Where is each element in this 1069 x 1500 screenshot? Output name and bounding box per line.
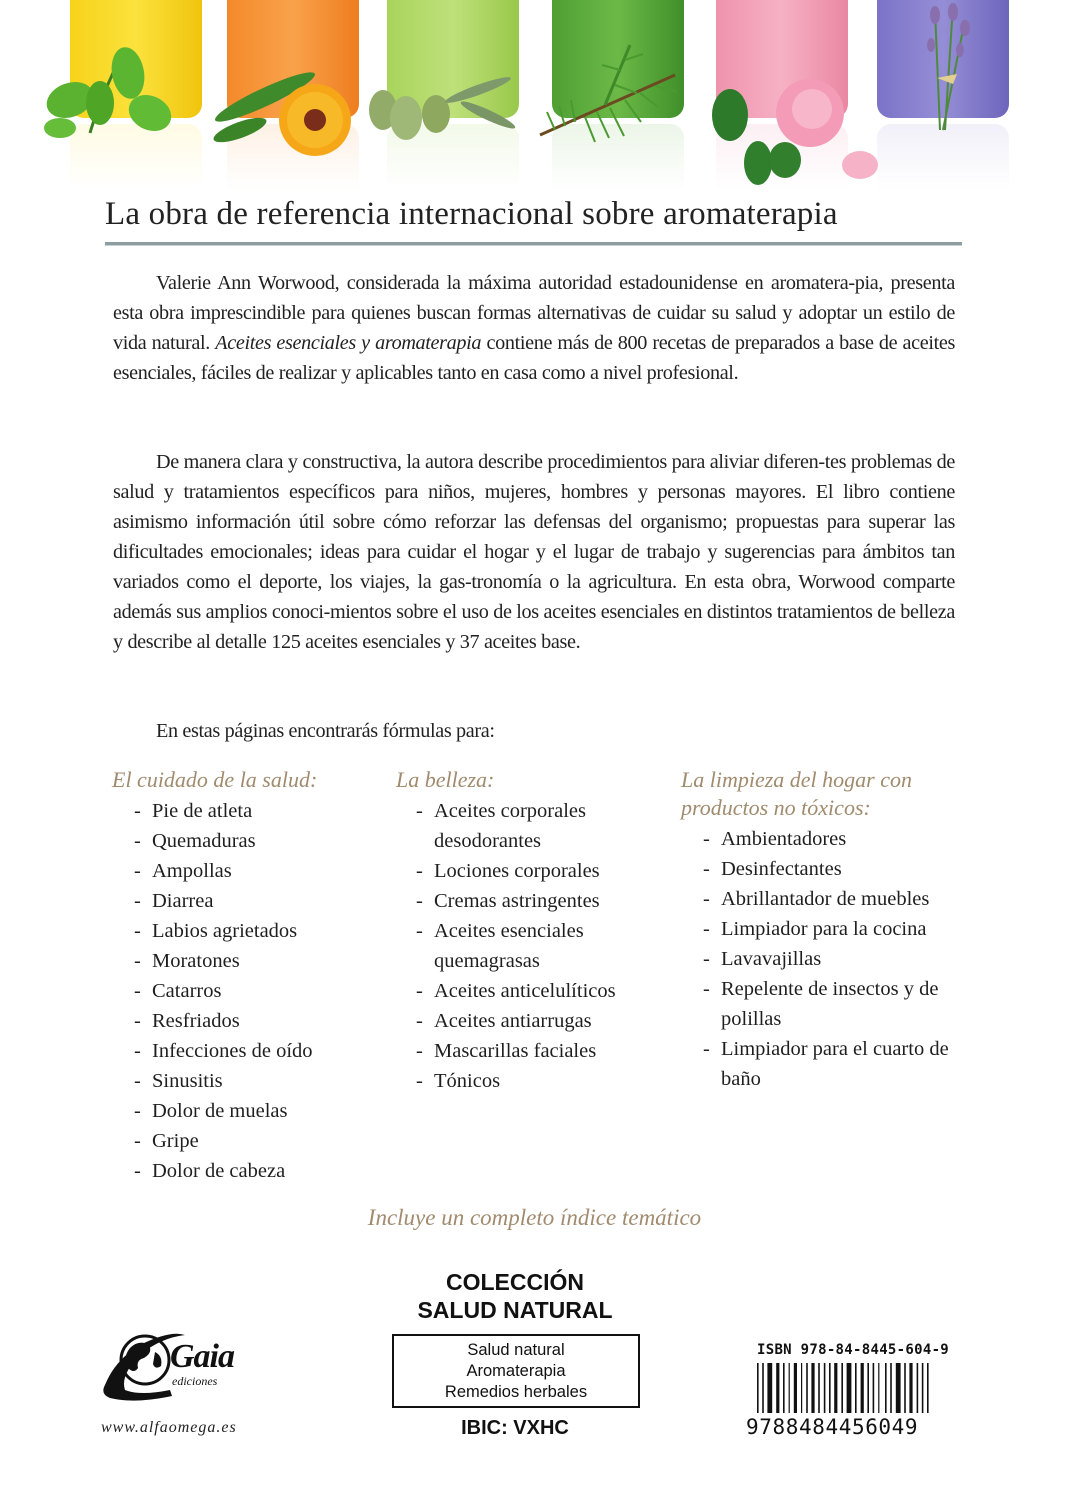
list-bullet: - — [134, 890, 141, 912]
list-item-text: Sinusitis — [152, 1070, 223, 1092]
column-title: La limpieza del hogar con productos no tóxicos: — [681, 767, 912, 820]
publisher-sub: ediciones — [172, 1374, 218, 1388]
list-item — [416, 916, 666, 976]
list-item — [134, 1006, 382, 1036]
list-bullet: - — [134, 1100, 141, 1122]
list-bullet: - — [416, 1070, 423, 1092]
list-bullet: - — [416, 920, 423, 942]
barcode-bar — [767, 1363, 772, 1413]
list-bullet: - — [416, 1010, 423, 1032]
rose-flower-icon — [700, 75, 880, 190]
list-item — [134, 886, 382, 916]
list-item-text: Aceites antiarrugas — [434, 1010, 592, 1032]
list-bullet: - — [134, 980, 141, 1002]
publisher-logo-wordmark — [170, 1340, 234, 1388]
barcode-bar — [834, 1363, 837, 1413]
list-item — [416, 796, 666, 856]
list-bullet: - — [703, 1038, 710, 1060]
list-bullet: - — [134, 1010, 141, 1032]
list-item-text: Aceites esenciales quemagrasas — [434, 920, 584, 972]
list-item-text: Catarros — [152, 980, 222, 1002]
isbn-label: ISBN 978-84-8445-604-9 — [757, 1342, 950, 1358]
list-bullet: - — [416, 1040, 423, 1062]
lavender-sprigs-icon — [895, 0, 995, 140]
barcode-bar — [801, 1363, 802, 1413]
mint-leaves-icon — [30, 38, 180, 148]
list-bullet: - — [703, 888, 710, 910]
list-item — [134, 1126, 382, 1156]
barcode-bar — [878, 1363, 879, 1413]
list-bullet: - — [134, 920, 141, 942]
list-item — [134, 826, 382, 856]
book-title: Aceites esenciales y aromaterapia — [215, 332, 482, 354]
list-item — [134, 1096, 382, 1126]
category-item: Remedios herbales — [444, 1383, 588, 1401]
list-item — [416, 856, 666, 886]
collection-title-line2: SALUD NATURAL — [417, 1297, 613, 1323]
list-item — [134, 1036, 382, 1066]
barcode-bar — [818, 1363, 820, 1413]
intro-text-2: De manera clara y constructiva, la autora describe procedimientos para aliviar diferen-tes problemas de salud y tratamientos específicos para niños, mujeres, hombres y personas mayores. El libro contiene asimismo información útil sobre cómo reforzar las defensas del organismo; propuestas para superar las dificultades emocionales; ideas para cuidar el hogar y el lugar de trabajo y sugerencias para ámbitos tan variados como el deporte, los viajes, la gas-tronomía o la agricultura. En esta obra, Worwood comparte además sus amplios conoci-mientos sobre el uso de los aceites esenciales en distintos tratamientos de belleza y describe al detalle 125 aceites esenciales y 37 aceites base. — [113, 451, 955, 653]
publisher-name: Gaia — [170, 1338, 234, 1375]
list-item — [134, 946, 382, 976]
list-item-text: Mascarillas faciales — [434, 1040, 597, 1062]
collection-title — [385, 1268, 645, 1324]
list-item-text: Aceites corporales desodorantes — [434, 800, 586, 852]
list-item — [703, 824, 971, 854]
category-item: Salud natural — [467, 1341, 565, 1359]
intro-text-end: contiene más de 800 recetas de preparados a base de aceites esenciales, fáciles de realizar y aplicables tanto en casa como a nivel profesional. — [113, 332, 956, 384]
list-item-text: Cremas astringentes — [434, 890, 600, 912]
column-title: La belleza: — [396, 767, 495, 792]
pine-branch-icon — [535, 40, 705, 170]
list-bullet: - — [703, 918, 710, 940]
home-cleaning-list — [703, 824, 971, 1094]
ibic-code: IBIC: VXHC — [461, 1417, 569, 1439]
home-cleaning-column — [681, 766, 971, 1094]
list-item-text: Limpiador para el cuarto de baño — [721, 1038, 949, 1090]
list-item — [134, 1156, 382, 1186]
list-item — [416, 1066, 666, 1096]
list-bullet: - — [134, 1130, 141, 1152]
barcode-bar — [824, 1363, 826, 1413]
list-item-text: Aceites anticelulíticos — [434, 980, 616, 1002]
list-item-text: Dolor de muelas — [152, 1100, 288, 1122]
barcode-bar — [855, 1363, 857, 1413]
beauty-column — [396, 766, 666, 1096]
list-item-text: Moratones — [152, 950, 240, 972]
barcode-bar — [861, 1363, 864, 1413]
barcode-digits: 9788484456049 — [746, 1415, 919, 1439]
calendula-flower-icon — [200, 72, 370, 182]
list-item — [703, 1034, 971, 1094]
heading-divider — [105, 242, 962, 246]
list-bullet: - — [416, 980, 423, 1002]
barcode-bar — [896, 1363, 901, 1413]
barcode-bar — [794, 1363, 797, 1413]
list-item-text: Desinfectantes — [721, 858, 842, 880]
list-bullet: - — [134, 860, 141, 882]
list-item-text: Resfriados — [152, 1010, 240, 1032]
barcode-bar — [762, 1363, 764, 1413]
list-item — [134, 976, 382, 1006]
intro-paragraph-1 — [113, 268, 955, 388]
barcode-bar — [806, 1363, 808, 1413]
list-item-text: Gripe — [152, 1130, 199, 1152]
formulas-intro: En estas páginas encontrarás fórmulas para: — [156, 720, 495, 742]
list-item — [134, 796, 382, 826]
barcode-bar — [927, 1363, 929, 1413]
list-item-text: Ambientadores — [721, 828, 847, 850]
barcode-bar — [841, 1363, 843, 1413]
list-item-text: Dolor de cabeza — [152, 1160, 286, 1182]
list-item — [416, 1036, 666, 1066]
barcode-bar — [757, 1363, 759, 1413]
list-item-text: Lavavajillas — [721, 948, 822, 970]
list-bullet: - — [416, 890, 423, 912]
list-item — [703, 914, 971, 944]
health-list — [134, 796, 382, 1186]
list-item-text: Pie de atleta — [152, 800, 253, 822]
barcode-bar — [873, 1363, 875, 1413]
list-bullet: - — [416, 860, 423, 882]
list-item-text: Repelente de insectos y de polillas — [721, 978, 939, 1030]
intro-paragraph-2 — [113, 447, 955, 657]
list-item-text: Infecciones de oído — [152, 1040, 313, 1062]
list-item — [134, 1066, 382, 1096]
barcode-bar — [867, 1363, 869, 1413]
list-item-text: Ampollas — [152, 860, 232, 882]
list-bullet: - — [703, 948, 710, 970]
category-box — [392, 1334, 640, 1408]
index-tagline: Incluye un completo índice temático — [367, 1205, 702, 1230]
barcode-bar — [904, 1363, 906, 1413]
barcode-bar — [917, 1363, 919, 1413]
list-item-text: Abrillantador de muebles — [721, 888, 930, 910]
list-bullet: - — [134, 1070, 141, 1092]
barcode-bar — [885, 1363, 887, 1413]
barcode-bar — [829, 1363, 831, 1413]
list-bullet: - — [703, 828, 710, 850]
list-bullet: - — [703, 858, 710, 880]
list-bullet: - — [134, 950, 141, 972]
barcode-bar — [922, 1363, 924, 1413]
beauty-list — [416, 796, 666, 1096]
list-bullet: - — [134, 1160, 141, 1182]
list-item-text: Limpiador para la cocina — [721, 918, 927, 940]
list-item — [703, 944, 971, 974]
list-item-text: Quemaduras — [152, 830, 256, 852]
list-item-text: Tónicos — [434, 1070, 501, 1092]
health-column — [112, 766, 382, 1186]
collection-title-line1: COLECCIÓN — [446, 1269, 584, 1295]
list-item — [134, 916, 382, 946]
barcode-bar — [890, 1363, 892, 1413]
barcode-bar — [811, 1363, 814, 1413]
list-item — [703, 974, 971, 1034]
page-heading: La obra de referencia internacional sobre aromaterapia — [105, 196, 838, 232]
list-bullet: - — [134, 830, 141, 852]
list-item-text: Lociones corporales — [434, 860, 600, 882]
barcode-bar — [783, 1363, 785, 1413]
barcode-icon — [757, 1363, 957, 1413]
list-bullet: - — [703, 978, 710, 1000]
barcode-bar — [789, 1363, 790, 1413]
list-item-text: Labios agrietados — [152, 920, 298, 942]
barcode-bar — [847, 1363, 852, 1413]
list-item — [134, 856, 382, 886]
olive-branch-icon — [368, 60, 528, 150]
list-item — [703, 884, 971, 914]
list-item — [416, 976, 666, 1006]
barcode-bar — [776, 1363, 779, 1413]
intro-text-start: Valerie Ann Worwood, considerada la máxima autoridad estadounidense en aromatera-pia, presenta esta obra imprescindible para quienes buscan formas alternativas de cuidar su salud y adoptar un estilo de vida natural. — [113, 272, 955, 354]
list-bullet: - — [416, 800, 423, 822]
list-item-text: Diarrea — [152, 890, 214, 912]
list-bullet: - — [134, 800, 141, 822]
list-item — [416, 1006, 666, 1036]
barcode-bar — [909, 1363, 912, 1413]
publisher-url[interactable]: www.alfaomega.es — [101, 1419, 237, 1436]
list-item — [703, 854, 971, 884]
list-bullet: - — [134, 1040, 141, 1062]
category-item: Aromaterapia — [466, 1362, 566, 1380]
list-item — [416, 886, 666, 916]
column-title: El cuidado de la salud: — [112, 767, 318, 792]
bottles-banner — [0, 0, 1069, 195]
